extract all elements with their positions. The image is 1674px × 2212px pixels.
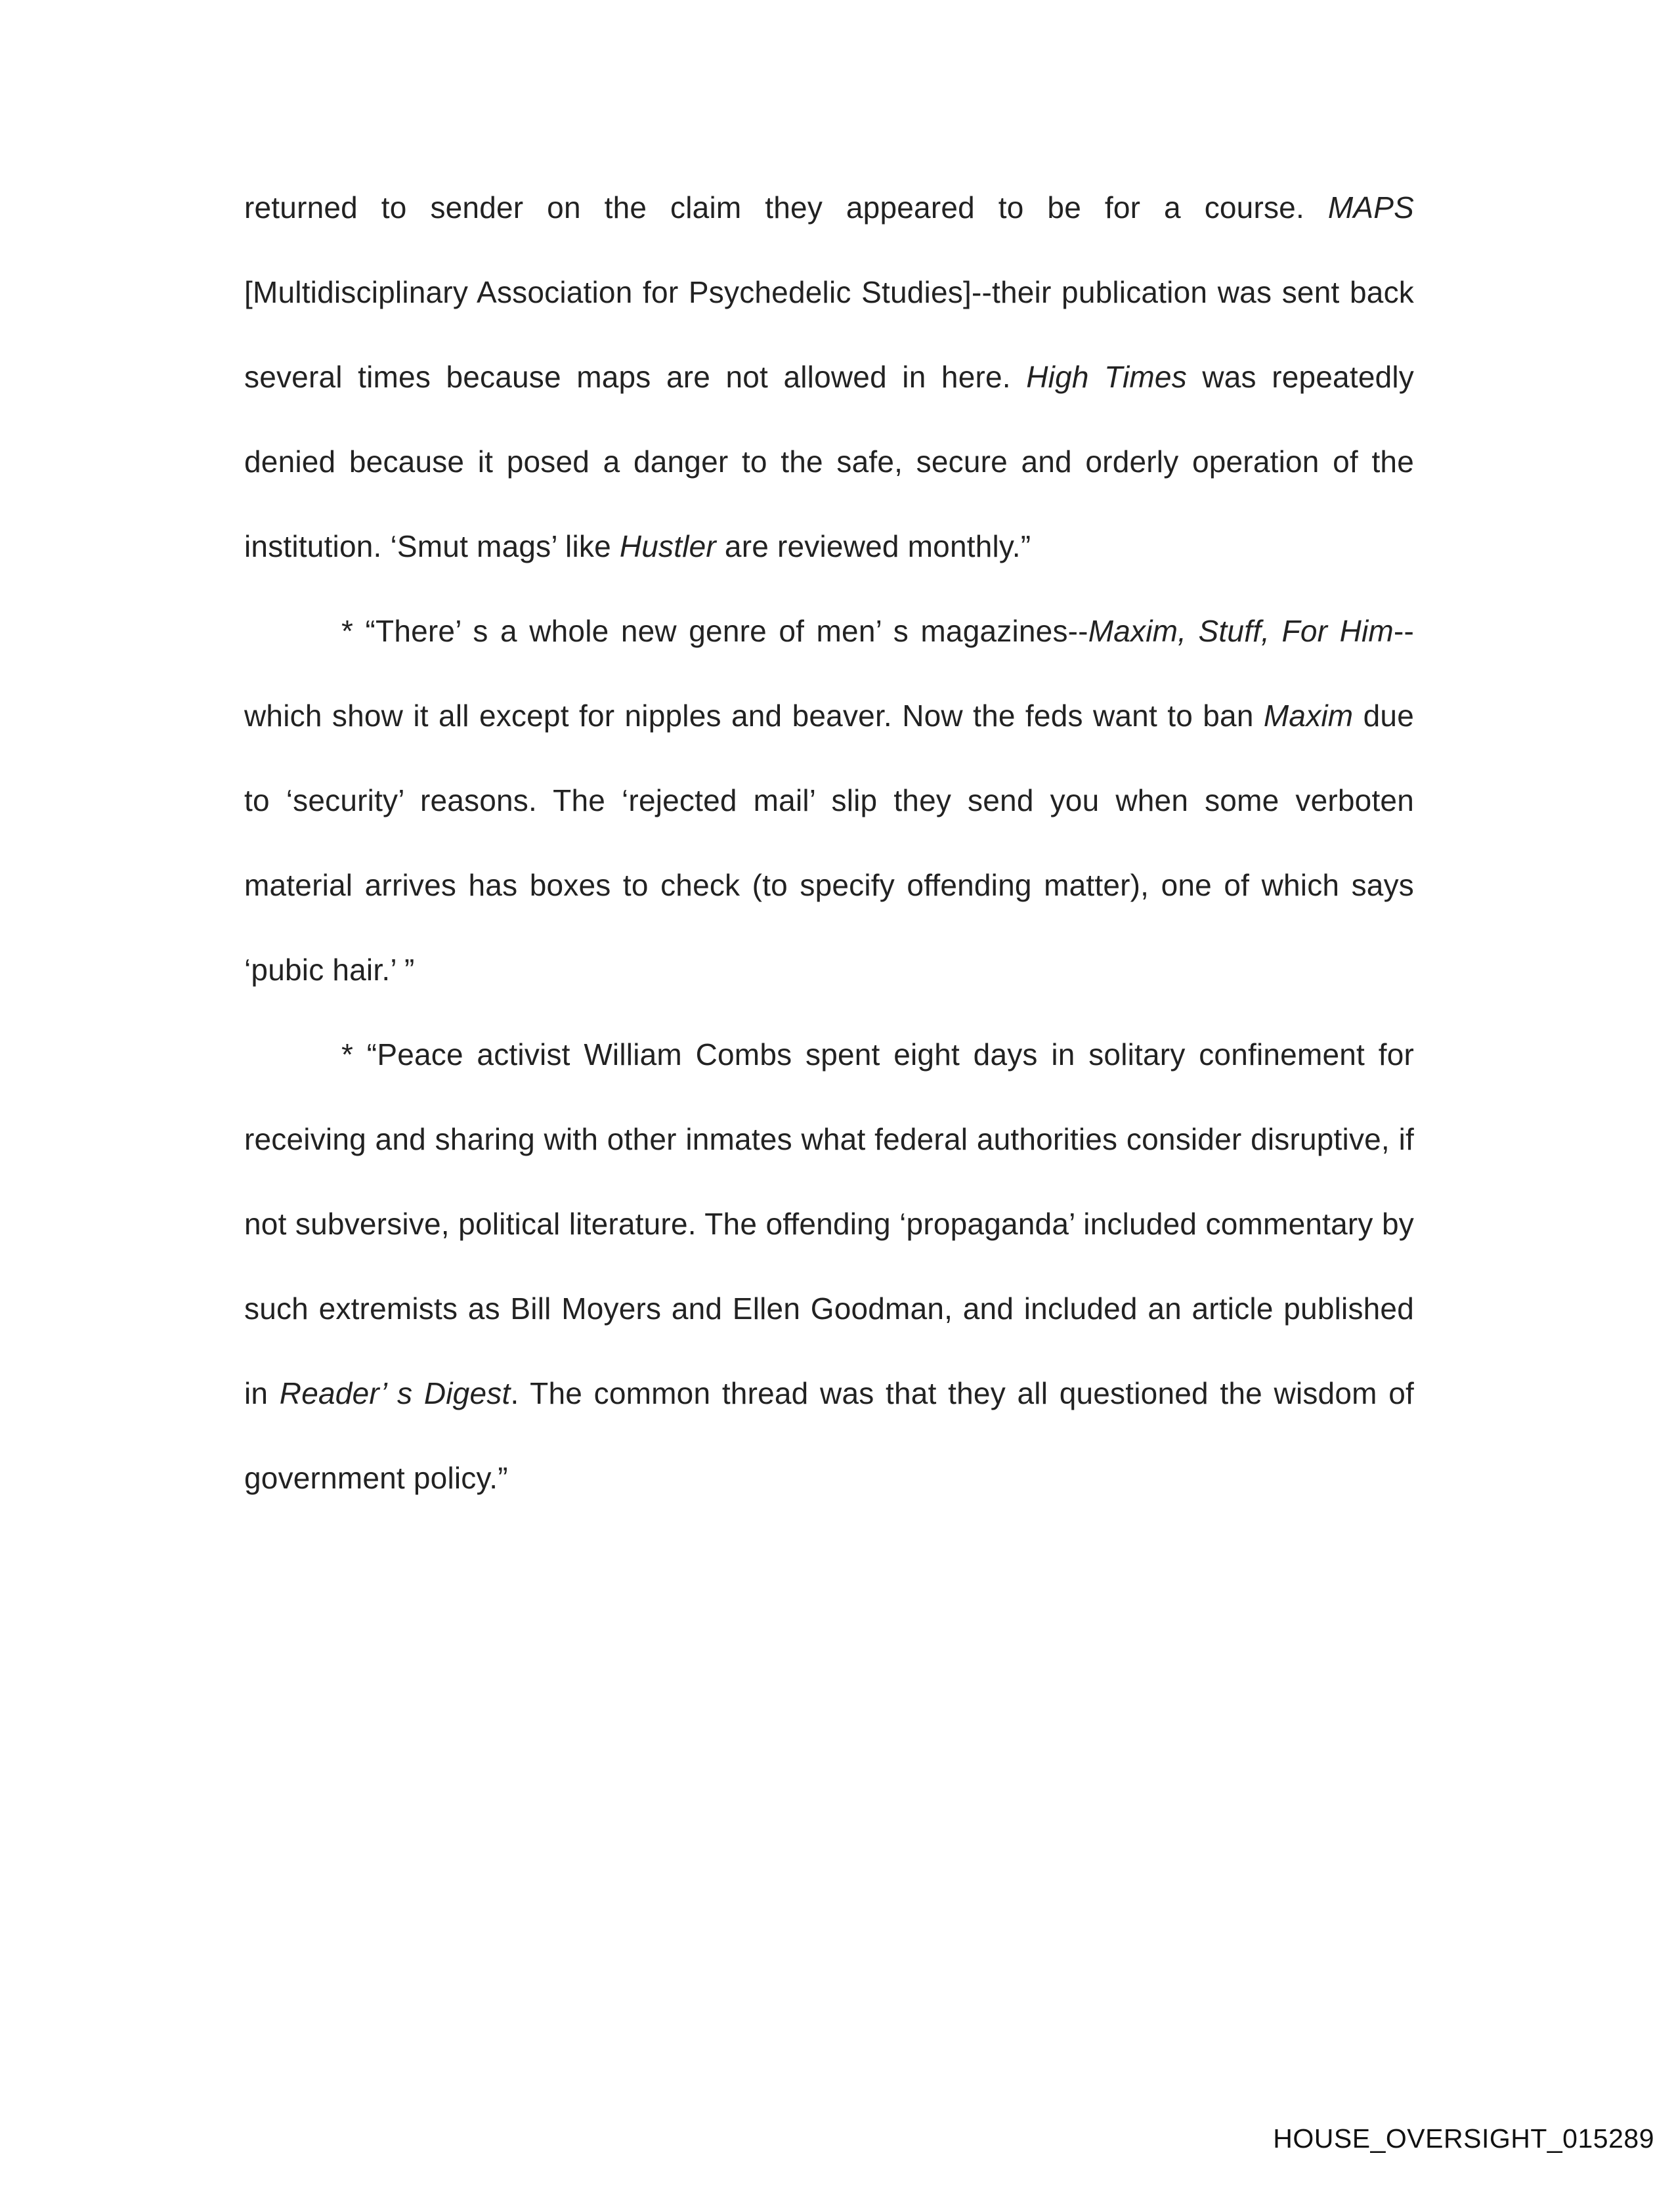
paragraph <box>244 1012 1414 1521</box>
bates-number: HOUSE_OVERSIGHT_015289 <box>1273 2123 1654 2154</box>
text-run: was repeatedly denied because it posed a danger to the safe, secure and orderly operation of the institution. ‘Smut mags’ like <box>244 360 1415 563</box>
document-body <box>244 165 1414 1521</box>
italic-text-run: MAPS <box>1327 190 1414 225</box>
text-run: are reviewed monthly.” <box>716 529 1031 563</box>
text-run: * “There’ s a whole new genre of men’ s magazines-- <box>341 614 1088 648</box>
text-run: --which show it all except for nipples and beaver. Now the feds want to ban <box>244 614 1414 733</box>
italic-text-run: Hustler <box>619 529 716 563</box>
text-run: [Multidisciplinary Association for Psychedelic Studies]--their publication was sent back several times because maps are not allowed in here. <box>244 275 1414 394</box>
italic-text-run: High Times <box>1026 360 1187 394</box>
text-run: . The common thread was that they all questioned the wisdom of government policy.” <box>244 1376 1415 1495</box>
paragraph <box>244 165 1414 589</box>
text-run: due to ‘security’ reasons. The ‘rejected mail’ slip they send you when some verboten material arrives has boxes to check (to specify offending matter), one of which says ‘pubic hair.’ ” <box>244 699 1414 987</box>
italic-text-run: Reader’ s Digest <box>279 1376 511 1410</box>
text-run: returned to sender on the claim they appeared to be for a course. <box>244 190 1328 225</box>
paragraph <box>244 589 1414 1012</box>
italic-text-run: Maxim, Stuff, For Him <box>1088 614 1394 648</box>
italic-text-run: Maxim <box>1263 699 1354 733</box>
text-run: * “Peace activist William Combs spent eight days in solitary confinement for receiving and sharing with other inmates what federal authorities consider disruptive, if not subversive, political literature. The offending ‘propaganda’ included commentary by such extremists as Bill Moyers and Ellen Goodman, and included an article published in <box>244 1037 1414 1410</box>
